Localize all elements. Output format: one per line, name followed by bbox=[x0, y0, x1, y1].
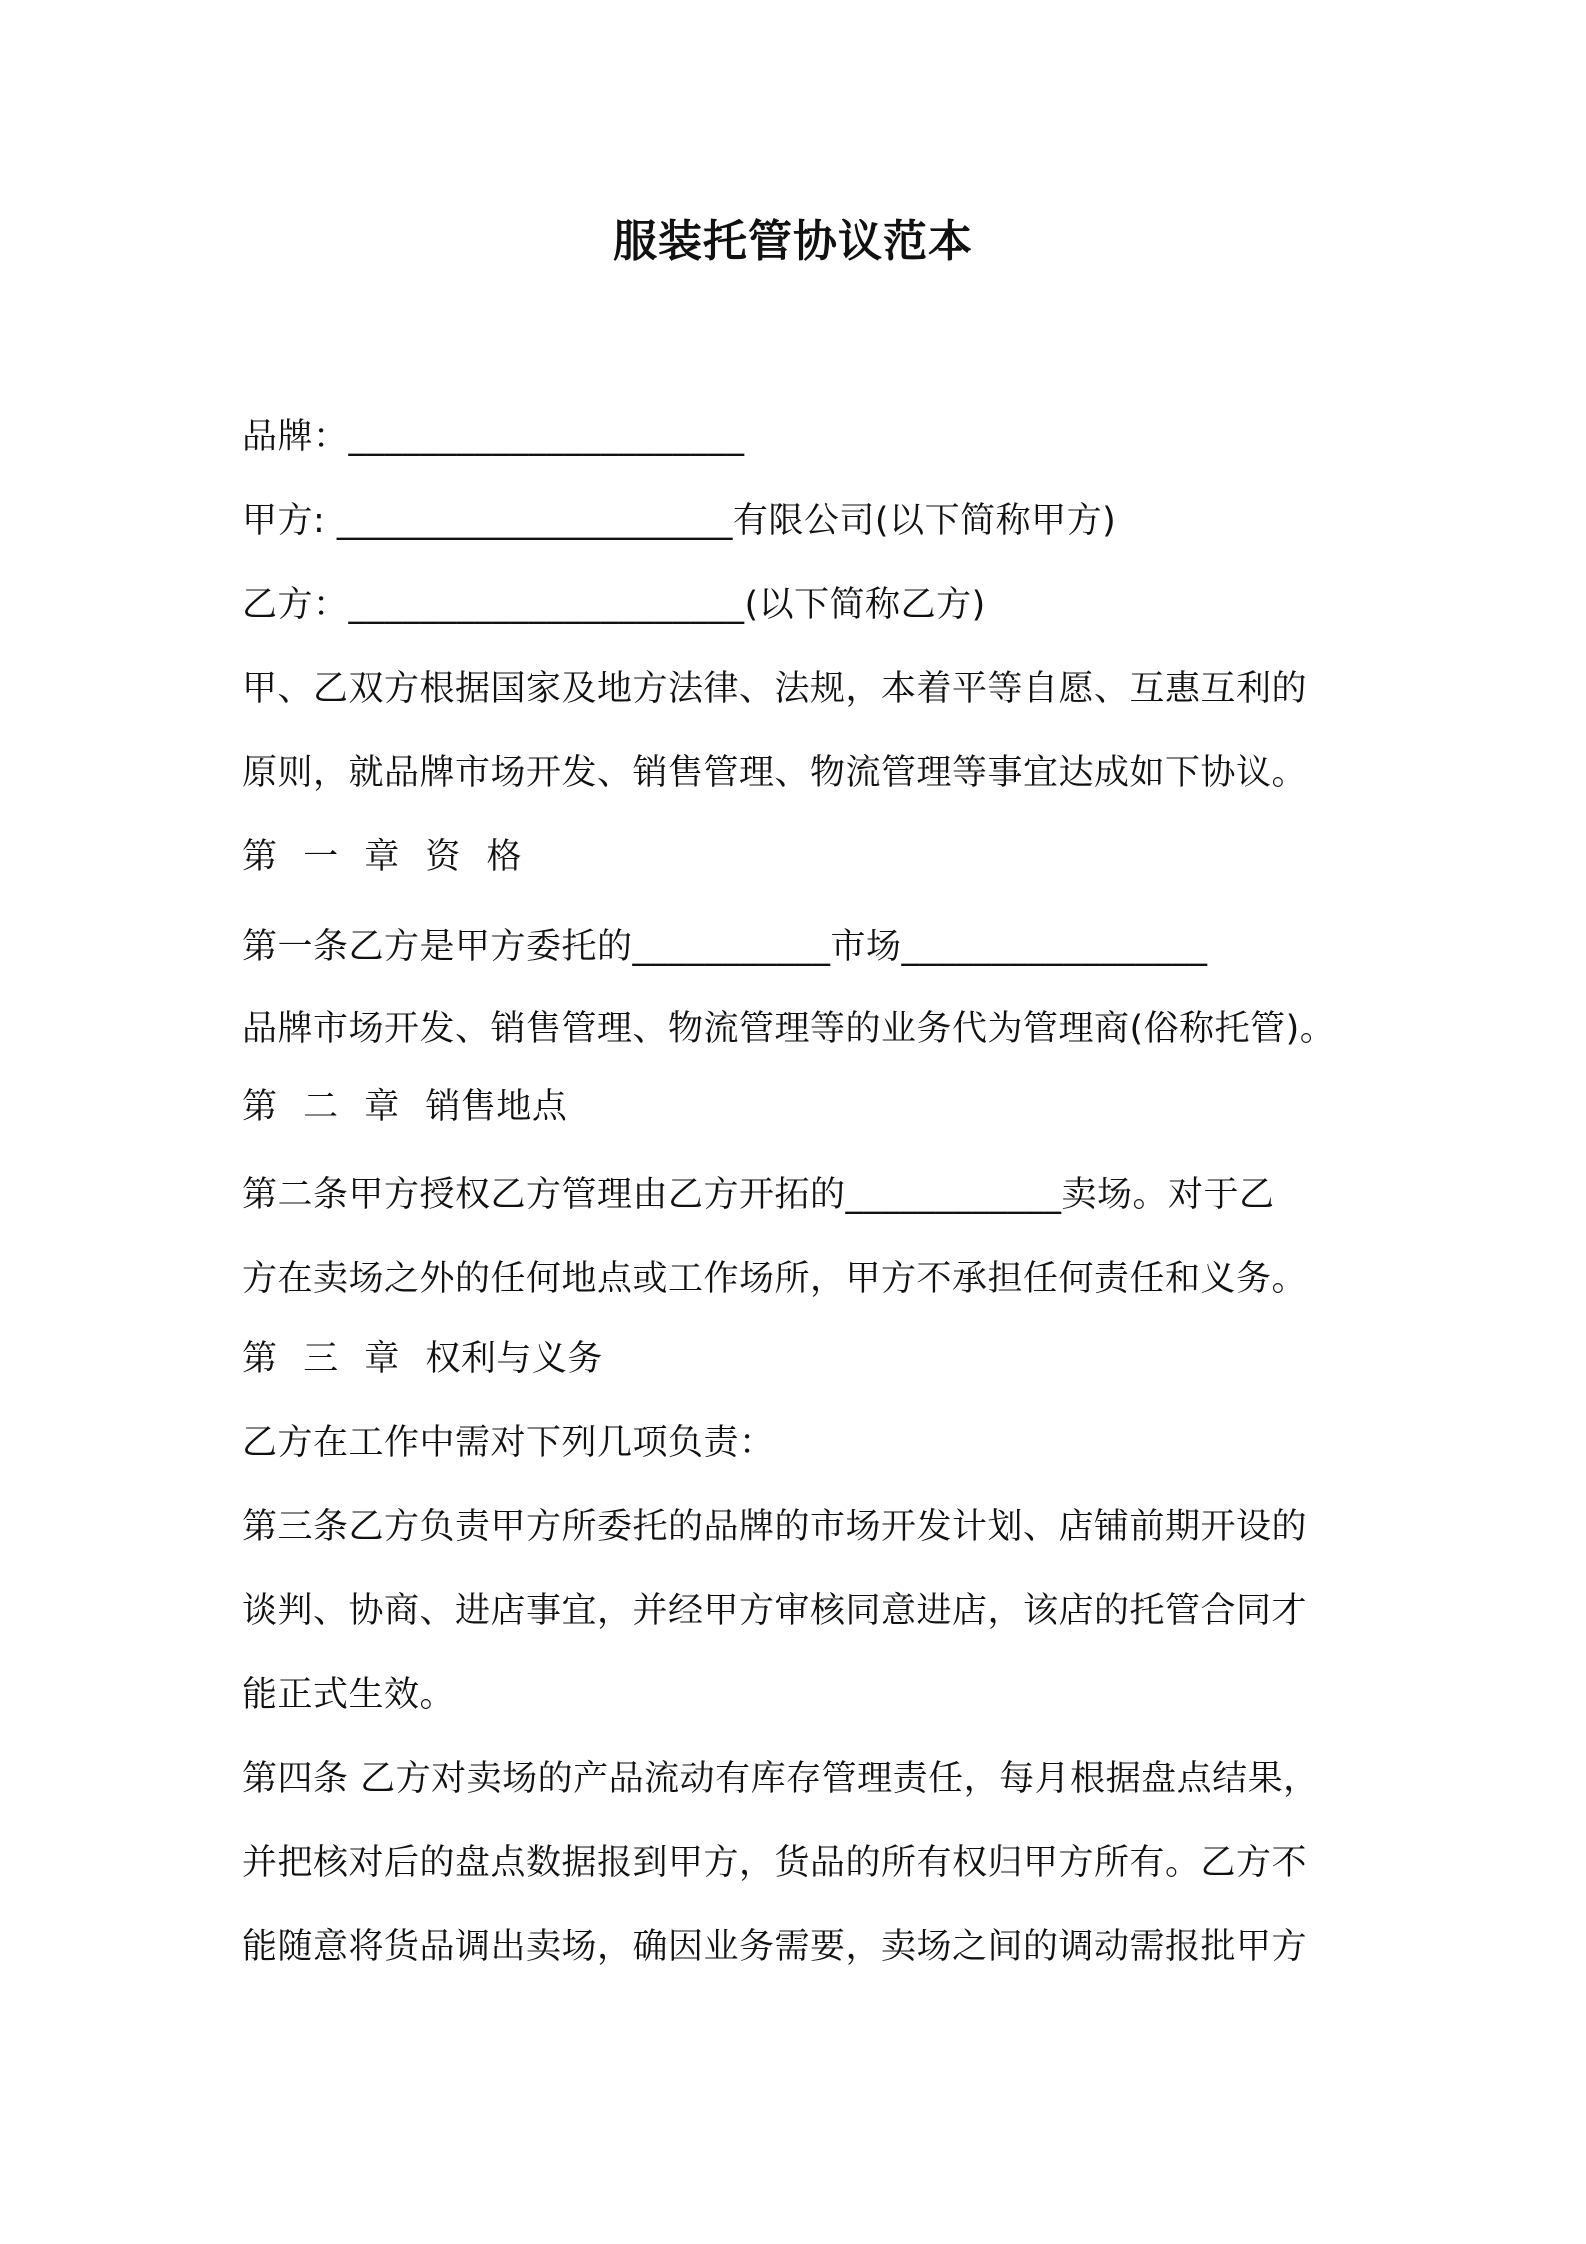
brand-field-line: 品牌：______________________ bbox=[242, 417, 745, 457]
article-1-line-2: 品牌市场开发、销售管理、物流管理等的业务代为管理商(俗称托管)。 bbox=[242, 1009, 1336, 1049]
article-3-line-1: 第三条乙方负责甲方所委托的品牌的市场开发计划、店铺前期开设的 bbox=[242, 1507, 1308, 1547]
article-4-line-2: 并把核对后的盘点数据报到甲方，货品的所有权归甲方所有。乙方不 bbox=[242, 1843, 1308, 1883]
article-2-line-2: 方在卖场之外的任何地点或工作场所，甲方不承担任何责任和义务。 bbox=[242, 1259, 1308, 1299]
article-3-line-2: 谈判、协商、进店事宜，并经甲方审核同意进店，该店的托管合同才 bbox=[242, 1591, 1308, 1631]
article-2-line-1: 第二条甲方授权乙方管理由乙方开拓的____________卖场。对于乙 bbox=[242, 1175, 1275, 1215]
chapter-1-heading: 第 一 章 资 格 bbox=[242, 837, 523, 877]
responsibilities-intro: 乙方在工作中需对下列几项负责： bbox=[242, 1423, 775, 1463]
article-4-line-1: 第四条 乙方对卖场的产品流动有库存管理责任，每月根据盘点结果， bbox=[242, 1759, 1319, 1799]
party-b-field-line: 乙方：______________________(以下简称乙方) bbox=[242, 585, 986, 625]
preamble-line-2: 原则，就品牌市场开发、销售管理、物流管理等事宜达成如下协议。 bbox=[242, 753, 1308, 793]
document-title: 服装托管协议范本 bbox=[613, 216, 973, 267]
chapter-3-heading: 第 三 章 权利与义务 bbox=[242, 1339, 603, 1379]
article-3-line-3: 能正式生效。 bbox=[242, 1675, 456, 1715]
chapter-2-heading: 第 二 章 销售地点 bbox=[242, 1087, 568, 1127]
party-a-field-line: 甲方: ______________________有限公司(以下简称甲方) bbox=[242, 501, 1117, 541]
article-1-line-1: 第一条乙方是甲方委托的___________市场_________________ bbox=[242, 927, 1208, 967]
preamble-line-1: 甲、乙双方根据国家及地方法律、法规，本着平等自愿、互惠互利的 bbox=[242, 669, 1308, 709]
article-4-line-3: 能随意将货品调出卖场，确因业务需要，卖场之间的调动需报批甲方 bbox=[242, 1927, 1308, 1967]
